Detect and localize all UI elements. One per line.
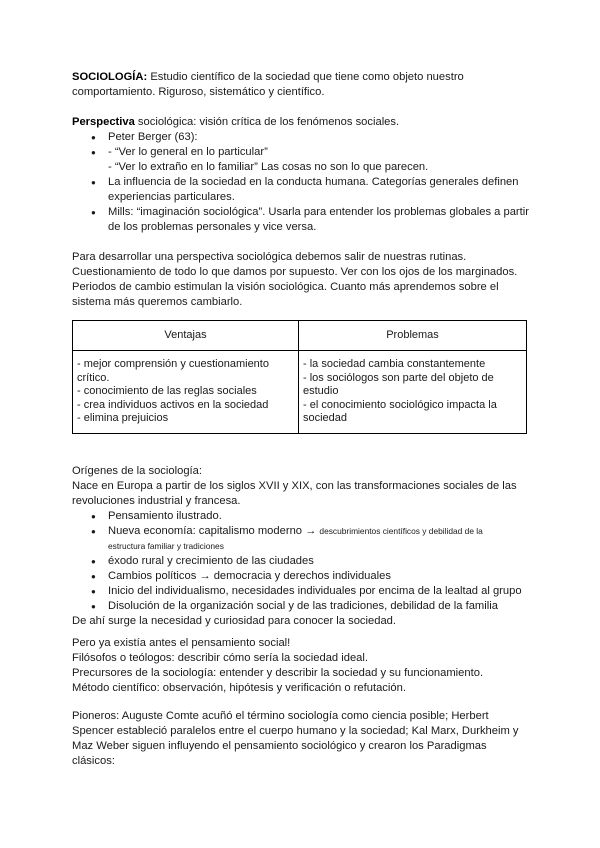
origenes-section: Orígenes de la sociología: Nace en Europa a partir de los siglos XVII y XIX, con las transformaciones sociales de las revoluciones industrial y francesa. ● Pensamiento ilustrado. ● Nueva economía: capitalismo moderno → descubrimientos científicos y debilidad de la estructura familiar y tradiciones ● éxodo rural y crecimiento de las ciudades ● Cambios políticos → democracia y derechos individuales ● Inicio del individualismo, necesidades individuales por encima de la lealtad al grupo ● Disolución de la organización social y de las tradiciones, debilidad de la familia De ahí surge la necesidad y curiosidad para conocer la sociedad.: [72, 464, 532, 629]
header-problemas: Problemas: [299, 321, 527, 351]
pensamiento-section: Pero ya existía antes el pensamiento social! Filósofos o teólogos: describir cómo sería la sociedad ideal. Precursores de la sociología: entender y describir la sociedad y su funcionamiento. Método científico: observación, hipótesis y verificación o refutación.: [72, 637, 484, 694]
list-item: ● éxodo rural y crecimiento de las ciudades: [72, 554, 532, 569]
pioneros-section: Pioneros: Auguste Comte acuñó el término sociología como ciencia posible; Herbert Spencer estableció paralelos entre el cuerpo humano y la sociedad; Kal Marx, Durkheim y Maz Weber siguen influyendo el pensamiento sociológico y crearon los Paradigmas clásicos:: [72, 710, 519, 767]
list-item: ● Peter Berger (63):: [72, 130, 532, 145]
term-perspectiva: Perspectiva: [72, 116, 135, 128]
origenes-list: [72, 509, 532, 614]
ventajas-cell: - mejor comprensión y cuestionamiento crítico. - conocimiento de las reglas sociales - crea individuos activos en la sociedad - elimina prejuicios: [73, 351, 299, 434]
list-item: ● La influencia de la sociedad en la conducta humana. Categorías generales definen experiencias particulares.: [72, 175, 532, 205]
list-item: ● Mills: “imaginación sociológica”. Usarla para entender los problemas globales a partir de los problemas personales y vice versa.: [72, 205, 532, 235]
problemas-cell: - la sociedad cambia constantemente - los sociólogos son parte del objeto de estudio - el conocimiento sociológico impacta la sociedad: [299, 351, 527, 434]
ventajas-problemas-table: [72, 320, 527, 434]
list-item: ● - “Ver lo general en lo particular” - “Ver lo extraño en lo familiar” Las cosas no son lo que parecen.: [72, 145, 532, 175]
list-item: ● Nueva economía: capitalismo moderno → descubrimientos científicos y debilidad de la estructura familiar y tradiciones: [72, 524, 532, 554]
header-ventajas: Ventajas: [73, 321, 299, 351]
perspectiva-section: Perspectiva sociológica: visión crítica de los fenómenos sociales. ● Peter Berger (63): ● - “Ver lo general en lo particular” - “Ver lo extraño en lo familiar” Las cosas no son lo que parecen. ● La influencia de la sociedad en la conducta humana. Categorías generales definen experiencias particulares. ● Mills: “imaginación sociológica”. Usarla para entender los problemas globales a partir de los problemas personales y vice versa.: [72, 115, 532, 235]
term-sociologia: SOCIOLOGÍA:: [72, 71, 148, 83]
list-item: ● Pensamiento ilustrado.: [72, 509, 532, 524]
paragraph-perspectiva: Para desarrollar una perspectiva sociológica debemos salir de nuestras rutinas. Cuestionamiento de todo lo que damos por supuesto. Ver con los ojos de los marginados. Periodos de cambio estimulan la visión sociológica. Cuanto más aprendemos sobre el sistema más queremos cambiarlo.: [72, 251, 518, 308]
perspectiva-list: [72, 130, 532, 235]
intro-paragraph: SOCIOLOGÍA: Estudio científico de la sociedad que tiene como objeto nuestro comportamiento. Riguroso, sistemático y científico.: [72, 71, 464, 98]
list-item: ● Inicio del individualismo, necesidades individuales por encima de la lealtad al grupo: [72, 584, 532, 599]
list-item: ● Disolución de la organización social y de las tradiciones, debilidad de la familia: [72, 599, 532, 614]
origenes-title: Orígenes de la sociología:: [72, 465, 202, 477]
list-item: ● Cambios políticos → democracia y derechos individuales: [72, 569, 532, 584]
